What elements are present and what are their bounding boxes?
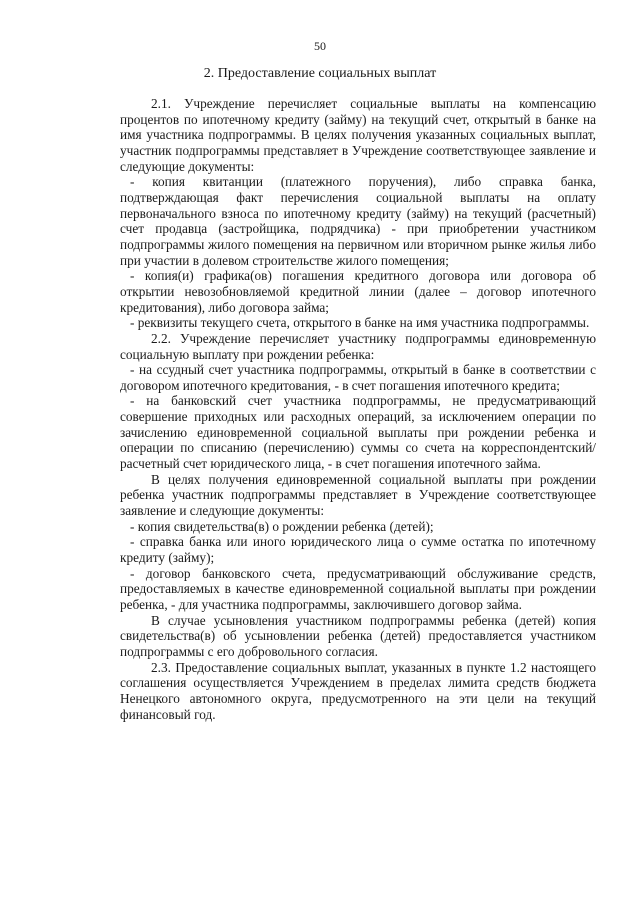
page-number: 50 bbox=[314, 39, 326, 53]
list-item-bank-statement: - справка банка или иного юридического лица о сумме остатка по ипотечному кредиту (займу); bbox=[120, 534, 596, 566]
list-item-bank-contract: - договор банковского счета, предусматривающий обслуживание средств, предоставляемых в качестве единовременной социальной выплаты при рождении ребенка, - для участника подпрограммы, заключившего договор займа. bbox=[120, 565, 596, 612]
section-title: 2. Предоставление социальных выплат bbox=[203, 66, 437, 81]
list-item-loan-account: - на ссудный счет участника подпрограммы, открытый в банке в соответствии с договором ипотечного кредитования, - в счет погашения ипотечного кредита; bbox=[120, 362, 596, 393]
paragraph-2-2: 2.2. Учреждение перечисляет участнику подпрограммы единовременную социальную выплату при рождении ребенка: bbox=[120, 330, 596, 362]
paragraph-2-1: 2.1. Учреждение перечисляет социальные выплаты на компенсацию процентов по ипотечному кредиту (займу) на текущий счет, открытый в банке на имя участника подпрограммы. В целях получения указанных социальных выплат, участник подпрограммы представляет в Учреждение соответствующее заявление и следующие документы: bbox=[120, 96, 596, 174]
list-item-birth-certificate: - копия свидетельства(в) о рождении ребенка (детей); bbox=[130, 518, 434, 534]
list-item-receipt-copy: - копия квитанции (платежного поручения), либо справка банка, подтверждающая факт перечисления социальной выплаты на оплату первоначального взноса по ипотечному кредиту (займу) на текущий (расчетный) счет продавца (застройщика, подрядчика) - при приобретении участником подпрограммы жилого помещения на первичном или вторичном рынке жилья либо при участии в долевом строительстве жилого помещения; bbox=[120, 174, 596, 268]
document-body bbox=[120, 96, 596, 722]
paragraph-2-3: 2.3. Предоставление социальных выплат, указанных в пункте 1.2 настоящего соглашения осуществляется Учреждением в пределах лимита средств бюджета Ненецкого автономного округа, предусмотренного на эти цели на текущий финансовый год. bbox=[120, 659, 596, 722]
list-item-account-details: - реквизиты текущего счета, открытого в банке на имя участника подпрограммы. bbox=[130, 315, 590, 331]
list-item-bank-account: - на банковский счет участника подпрограммы, не предусматривающий совершение приходных или расходных операций, за исключением операции по зачислению единовременной социальной выплаты при рождении ребенка и операции по списанию (перечислению) суммы со счета на корреспондентский/расчетный счет юридического лица, - в счет погашения ипотечного займа. bbox=[120, 393, 596, 472]
paragraph-adoption: В случае усыновления участником подпрограммы ребенка (детей) копия свидетельства(в) об усыновлении ребенка (детей) предоставляется участником подпрограммы с его добровольного согласия. bbox=[120, 612, 596, 659]
paragraph-birth-documents: В целях получения единовременной социальной выплаты при рождении ребенка участник подпрограммы представляет в Учреждение соответствующее заявление и следующие документы: bbox=[120, 471, 596, 519]
list-item-schedule-copy: - копия(и) графика(ов) погашения кредитного договора или договора об открытии невозобновляемой кредитной линии (далее – договор ипотечного кредитования), либо договора займа; bbox=[120, 268, 596, 315]
